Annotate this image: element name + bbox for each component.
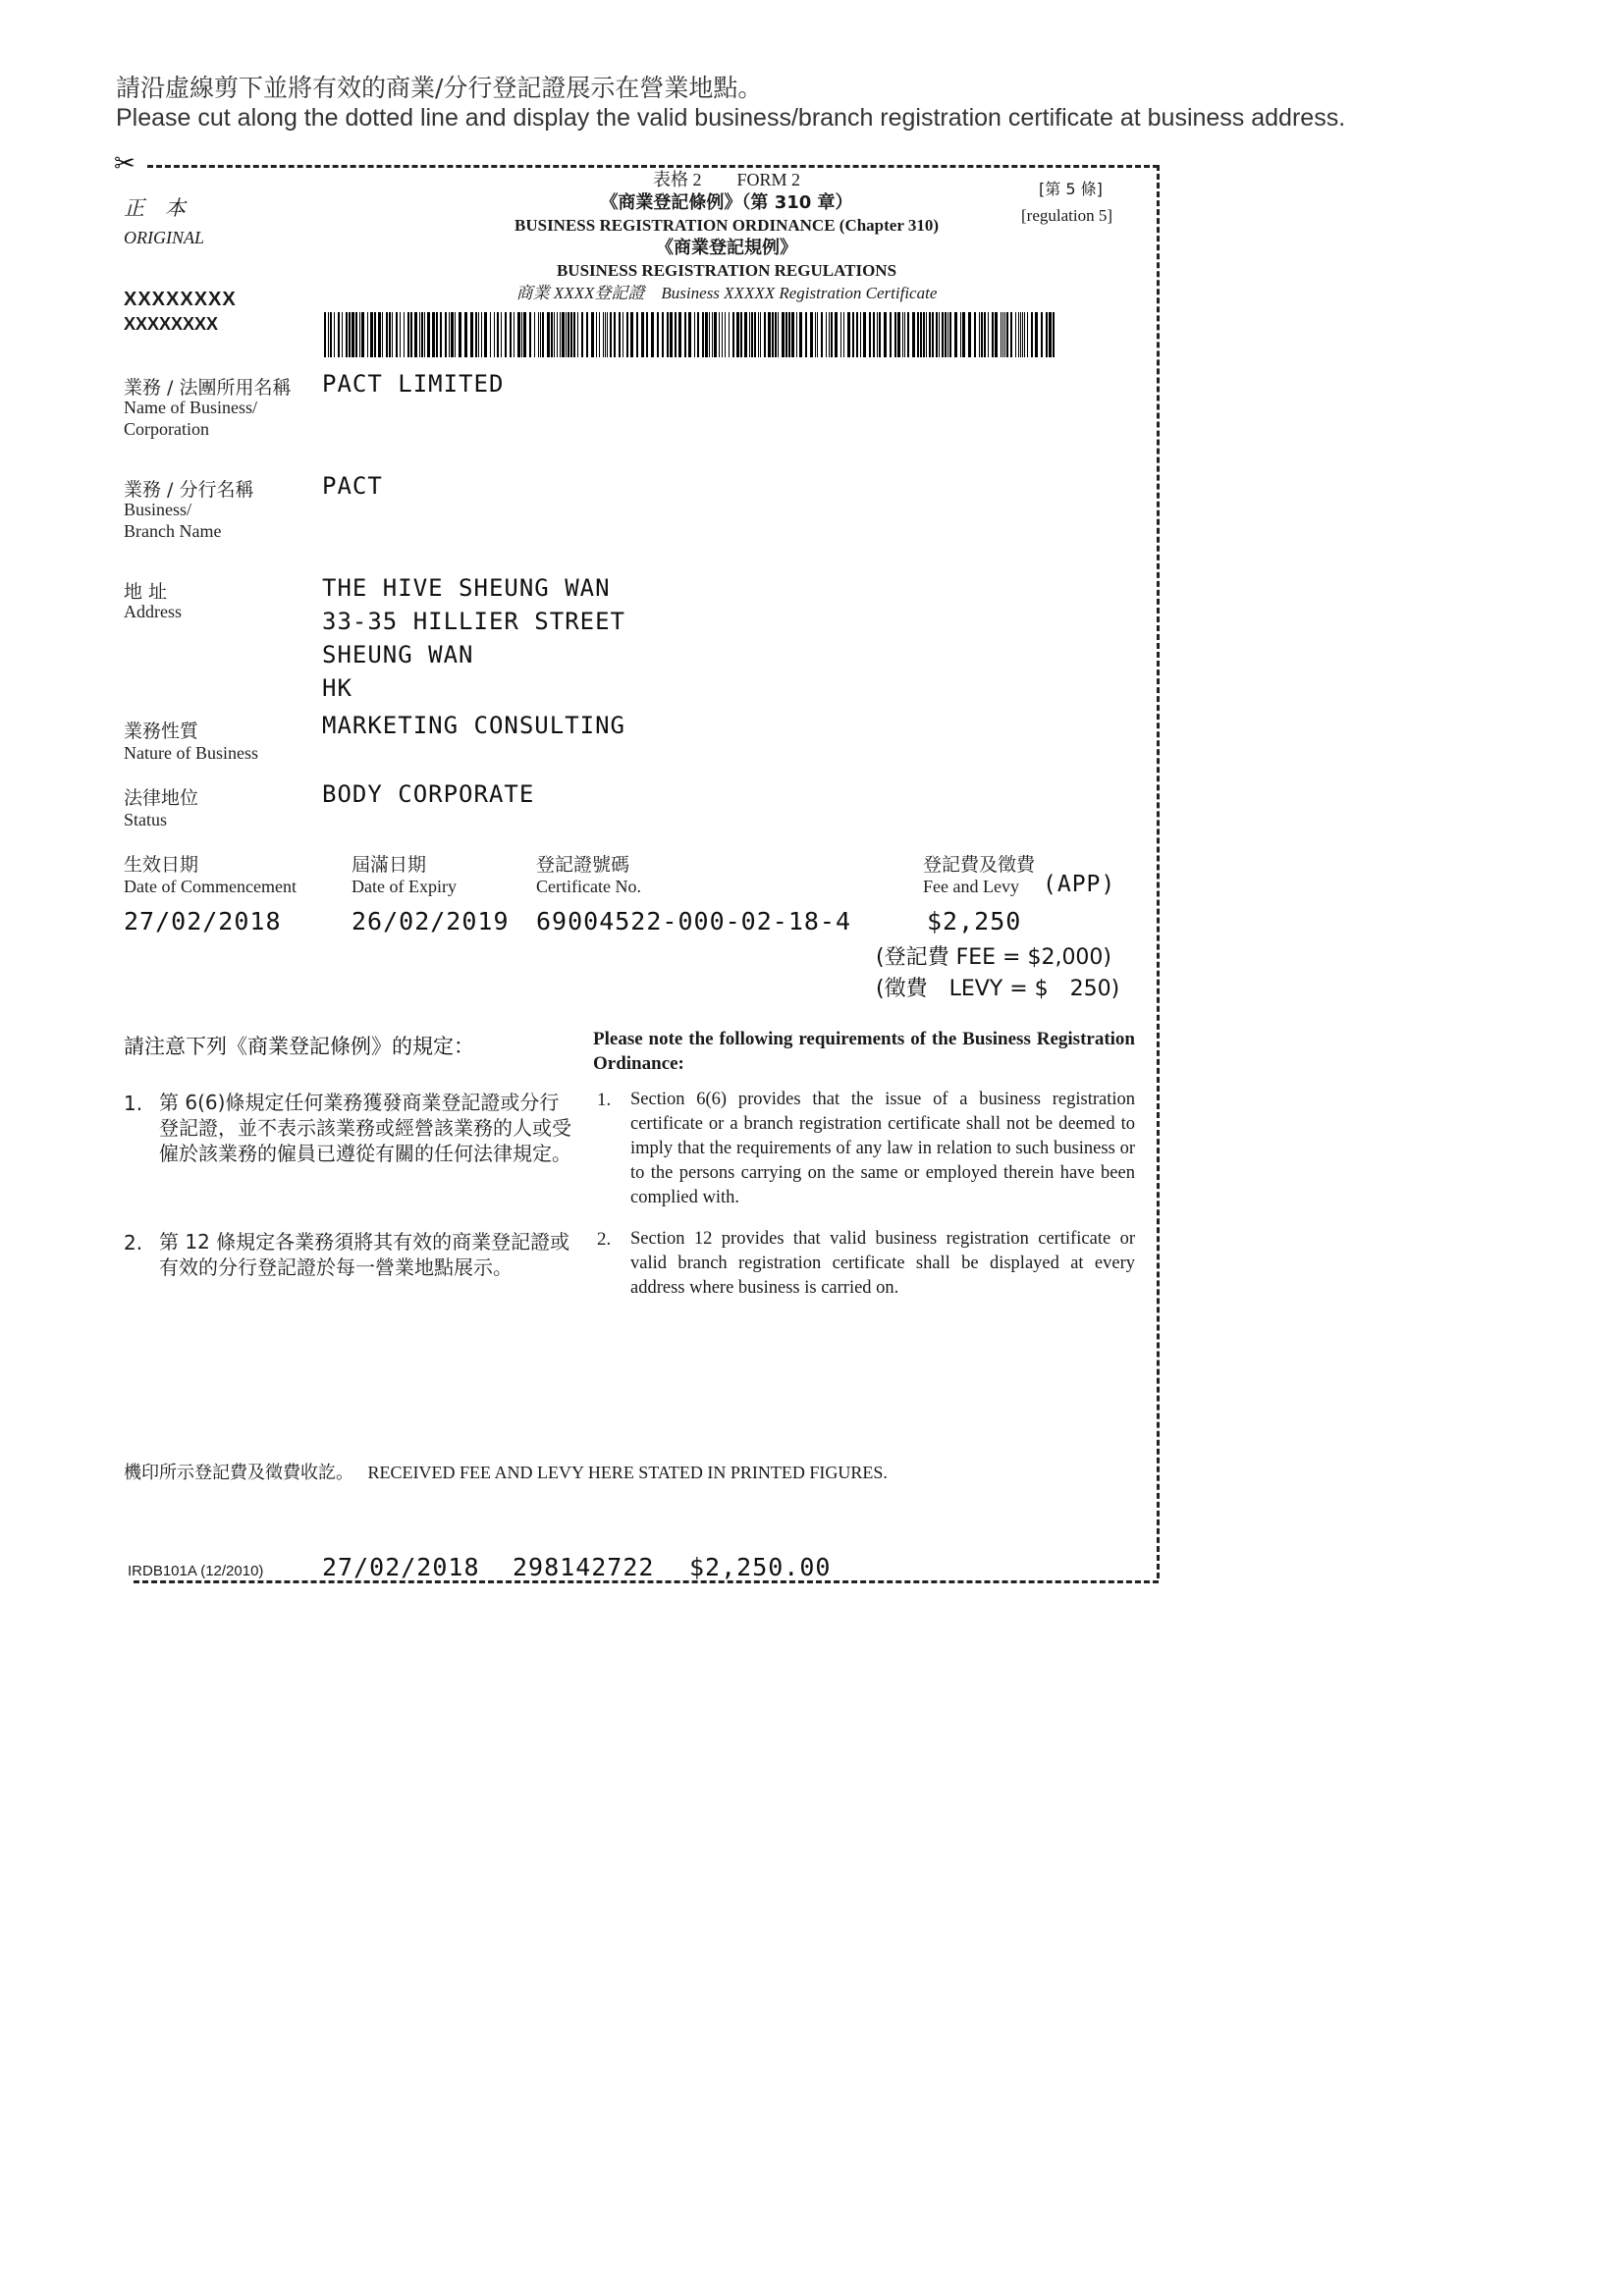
barcode-bar <box>427 312 430 357</box>
nature-label-en: Nature of Business <box>124 743 258 763</box>
barcode-bar <box>470 312 473 357</box>
barcode-bar <box>542 312 544 357</box>
expiry-label-zh: 屆滿日期 <box>352 854 427 876</box>
note-2-num-zh: 2. <box>124 1231 143 1255</box>
barcode-bar <box>979 312 980 357</box>
barcode-bar <box>400 312 401 357</box>
barcode-bar <box>451 312 454 357</box>
name-label-zh: 業務 / 法團所用名稱 <box>124 377 292 399</box>
barcode-bar <box>382 312 383 357</box>
barcode-bar <box>475 312 477 357</box>
barcode-bar <box>330 312 332 357</box>
commencement-label-en: Date of Commencement <box>124 877 297 896</box>
barcode-bar <box>754 312 756 357</box>
barcode-bar <box>359 312 360 357</box>
barcode-bar <box>1018 312 1019 357</box>
barcode-bar <box>560 312 561 357</box>
barcode-bar <box>879 312 881 357</box>
address-label-zh: 地 址 <box>124 581 168 603</box>
ordinance-en: BUSINESS REGISTRATION ORDINANCE (Chapter 310) <box>514 216 939 235</box>
barcode-bar <box>497 312 499 357</box>
barcode-bar <box>605 312 606 357</box>
receipt-text-zh: 機印所示登記費及徵費收訖。 <box>124 1463 353 1483</box>
barcode-bar <box>367 312 368 357</box>
footer-receipt-no: 298142722 <box>513 1553 655 1581</box>
barcode-bar <box>374 312 376 357</box>
barcode-bar <box>772 312 774 357</box>
barcode-bar <box>805 312 807 357</box>
barcode-bar <box>1024 312 1025 357</box>
regulations-zh: 《商業登記規例》 <box>656 238 797 258</box>
barcode-bar <box>884 312 887 357</box>
regulations-en: BUSINESS REGISTRATION REGULATIONS <box>556 261 897 280</box>
receipt-text <box>124 1459 888 1484</box>
barcode-bar <box>607 312 608 357</box>
barcode-bar <box>352 312 354 357</box>
barcode-bar <box>936 312 938 357</box>
barcode-bar <box>843 312 844 357</box>
barcode-bar <box>573 312 575 357</box>
barcode-bar <box>926 312 927 357</box>
barcode-bar <box>856 312 858 357</box>
barcode-bar <box>829 312 830 357</box>
branch-label-en: Business/ Branch Name <box>124 500 222 541</box>
barcode-bar <box>840 312 841 357</box>
expiry-label-en: Date of Expiry <box>352 877 457 896</box>
barcode-bar <box>570 312 572 357</box>
barcode-bar <box>646 312 648 357</box>
barcode-bar <box>455 312 456 357</box>
barcode-bar <box>932 312 934 357</box>
barcode-bar <box>1046 312 1048 357</box>
barcode-bar <box>725 312 726 357</box>
cut-line-right <box>1157 165 1160 1578</box>
note-1-en: Section 6(6) provides that the issue of a business registration certificate or a branch registration certificate shall not be deemed to imply that the requirements of any law in relation to such business or to the persons carrying on the same or employed therein have been complied with. <box>630 1090 1135 1207</box>
barcode-bar <box>894 312 896 357</box>
barcode-bar <box>346 312 348 357</box>
notes-heading-zh: 請注意下列《商業登記條例》的規定： <box>124 1035 474 1058</box>
barcode-bar <box>904 312 905 357</box>
barcode-bar <box>984 312 986 357</box>
name-label-en: Name of Business/ Corporation <box>124 398 257 439</box>
note-1-num-zh: 1. <box>124 1092 143 1115</box>
barcode-bar <box>947 312 948 357</box>
barcode-bar <box>410 312 412 357</box>
address-value <box>322 571 625 705</box>
barcode-bar <box>791 312 794 357</box>
form-header <box>442 169 1011 304</box>
barcode-bar <box>714 312 717 357</box>
barcode-bar <box>651 312 654 357</box>
barcode-bar <box>392 312 393 357</box>
barcode-bar <box>334 312 335 357</box>
barcode-bar <box>581 312 583 357</box>
commencement-label-zh: 生效日期 <box>124 854 199 876</box>
barcode-bar <box>481 312 482 357</box>
barcode-bar <box>817 312 818 357</box>
barcode-bar <box>577 312 578 357</box>
barcode-bar <box>974 312 976 357</box>
barcode-bar <box>1027 312 1028 357</box>
footer-form-code: IRDB101A (12/2010) <box>128 1563 264 1579</box>
regulation-ref-en: [regulation 5] <box>1021 206 1112 225</box>
barcode-bar <box>554 312 555 357</box>
barcode-bar <box>490 312 491 357</box>
certificate-label-zh: 登記證號碼 <box>536 854 630 876</box>
commencement-value: 27/02/2018 <box>124 907 282 935</box>
redacted-code-2: XXXXXXXX <box>124 314 219 334</box>
note-2-en: Section 12 provides that valid business registration certificate or valid branch registration certificate shall be displayed at every address where business is carried on. <box>630 1229 1135 1298</box>
barcode-bar <box>494 312 495 357</box>
barcode-bar <box>338 312 340 357</box>
barcode-bar <box>432 312 435 357</box>
nature-value: MARKETING CONSULTING <box>322 712 625 739</box>
certificate-value: 69004522-000-02-18-4 <box>536 907 852 935</box>
copy-zh: 正 本 <box>124 196 186 220</box>
note-1-zh: 第 6(6)條規定任何業務獲發商業登記證或分行登記證，並不表示該業務或經營該業務的人或受僱於該業務的僱員已遵從有關的任何法律規定。 <box>159 1091 571 1165</box>
barcode-bar <box>702 312 704 357</box>
barcode-bar <box>521 312 522 357</box>
regulation-ref-zh: [第 5 條] <box>1039 180 1103 198</box>
barcode-bar <box>785 312 787 357</box>
barcode-bar <box>736 312 739 357</box>
barcode-bar <box>386 312 388 357</box>
barcode-bar <box>962 312 965 357</box>
barcode-bar <box>529 312 531 357</box>
barcode-bar <box>324 312 326 357</box>
footer-date: 27/02/2018 <box>322 1553 480 1581</box>
barcode-bar <box>831 312 834 357</box>
ordinance-zh: 《商業登記條例》（第 310 章） <box>600 192 853 213</box>
barcode-bar <box>939 312 940 357</box>
barcode-bar <box>1022 312 1023 357</box>
barcode-bar <box>782 312 785 357</box>
barcode-bar <box>540 312 541 357</box>
barcode-bar <box>407 312 409 357</box>
status-value: BODY CORPORATE <box>322 780 535 808</box>
barcode-bar <box>694 312 695 357</box>
barcode-bar <box>852 312 854 357</box>
status-label-zh: 法律地位 <box>124 787 199 809</box>
barcode-bar <box>981 312 983 357</box>
barcode-bar <box>396 312 398 357</box>
barcode-bar <box>641 312 644 357</box>
barcode-bar <box>414 312 417 357</box>
copy-en: ORIGINAL <box>124 228 204 247</box>
barcode-bar <box>436 312 438 357</box>
barcode-bar <box>440 312 442 357</box>
barcode-bar <box>389 312 391 357</box>
barcode-bar <box>744 312 747 357</box>
receipt-text-en: RECEIVED FEE AND LEVY HERE STATED IN PRINTED FIGURES. <box>367 1463 888 1482</box>
barcode-bar <box>968 312 971 357</box>
footer-amount: $2,250.00 <box>689 1553 832 1581</box>
barcode-bar <box>907 312 909 357</box>
scissors-icon: ✂ <box>114 149 135 179</box>
barcode-bar <box>670 312 673 357</box>
barcode-bar <box>760 312 761 357</box>
barcode-bar <box>614 312 616 357</box>
barcode-bar <box>449 312 450 357</box>
certificate-title: 商業 XXXX登記證 Business XXXXX Registration Certificate <box>515 284 938 302</box>
barcode-bar <box>1020 312 1021 357</box>
barcode-bar <box>657 312 659 357</box>
barcode-bar <box>596 312 597 357</box>
barcode-bar <box>863 312 866 357</box>
barcode-bar <box>586 312 588 357</box>
barcode-bar <box>712 312 713 357</box>
fee-line: (登記費 FEE = $2,000) <box>876 945 1112 970</box>
barcode-bar <box>547 312 550 357</box>
barcode-bar <box>799 312 802 357</box>
barcode-bar <box>667 312 669 357</box>
barcode-bar <box>1053 312 1055 357</box>
barcode-bar <box>361 312 364 357</box>
barcode-bar <box>764 312 766 357</box>
barcode <box>324 312 1056 357</box>
branch-value: PACT <box>322 472 383 500</box>
barcode-bar <box>1002 312 1003 357</box>
barcode-bar <box>942 312 944 357</box>
barcode-bar <box>758 312 759 357</box>
certificate-label-en: Certificate No. <box>536 877 641 896</box>
instruction-en: Please cut along the dotted line and display the valid business/branch registration certificate at business address. <box>116 104 1346 132</box>
fee-label-zh: 登記費及徵費 <box>923 854 1036 876</box>
barcode-bar <box>954 312 957 357</box>
barcode-bar <box>912 312 915 357</box>
barcode-bar <box>902 312 903 357</box>
barcode-bar <box>722 312 723 357</box>
barcode-bar <box>768 312 771 357</box>
barcode-bar <box>920 312 922 357</box>
barcode-bar <box>890 312 892 357</box>
barcode-bar <box>626 312 628 357</box>
note-1-num-en: 1. <box>597 1090 612 1110</box>
barcode-bar <box>877 312 878 357</box>
instruction-zh: 請沿虛線剪下並將有效的商業/分行登記證展示在營業地點。 <box>116 74 763 102</box>
barcode-bar <box>709 312 710 357</box>
expiry-value: 26/02/2019 <box>352 907 510 935</box>
barcode-bar <box>810 312 813 357</box>
barcode-bar <box>705 312 708 357</box>
barcode-bar <box>328 312 329 357</box>
barcode-bar <box>847 312 850 357</box>
barcode-bar <box>873 312 875 357</box>
barcode-bar <box>424 312 425 357</box>
barcode-bar <box>501 312 502 357</box>
fee-total: $2,250 <box>927 907 1022 935</box>
barcode-bar <box>517 312 520 357</box>
barcode-bar <box>562 312 565 357</box>
barcode-bar <box>749 312 750 357</box>
barcode-bar <box>1015 312 1016 357</box>
address-line-2: 33-35 HILLIER STREET <box>322 608 625 635</box>
note-2-num-en: 2. <box>597 1229 612 1250</box>
barcode-bar <box>826 312 827 357</box>
barcode-bar <box>923 312 925 357</box>
barcode-bar <box>751 312 753 357</box>
barcode-bar <box>1035 312 1038 357</box>
barcode-bar <box>464 312 467 357</box>
barcode-bar <box>636 312 638 357</box>
form-number: 表格 2 FORM 2 <box>652 170 801 189</box>
barcode-bar <box>675 312 677 357</box>
barcode-bar <box>619 312 621 357</box>
barcode-bar <box>729 312 730 357</box>
barcode-bar <box>349 312 351 357</box>
barcode-bar <box>523 312 526 357</box>
barcode-bar <box>505 312 507 357</box>
barcode-bar <box>960 312 961 357</box>
barcode-bar <box>697 312 699 357</box>
barcode-bar <box>678 312 681 357</box>
nature-label-zh: 業務性質 <box>124 721 199 742</box>
barcode-bar <box>484 312 487 357</box>
barcode-bar <box>1049 312 1052 357</box>
barcode-bar <box>740 312 742 357</box>
barcode-bar <box>796 312 797 357</box>
barcode-bar <box>684 312 686 357</box>
barcode-bar <box>662 312 664 357</box>
notes-heading-en: Please note the following requirements of the Business Registration Ordinance: <box>593 1029 1135 1074</box>
barcode-bar <box>421 312 423 357</box>
cut-line-top <box>147 165 1159 168</box>
barcode-bar <box>917 312 919 357</box>
address-line-1: THE HIVE SHEUNG WAN <box>322 574 611 602</box>
barcode-bar <box>378 312 381 357</box>
barcode-bar <box>478 312 479 357</box>
barcode-bar <box>778 312 779 357</box>
barcode-bar <box>945 312 947 357</box>
barcode-bar <box>688 312 691 357</box>
barcode-bar <box>860 312 861 357</box>
barcode-bar <box>929 312 931 357</box>
barcode-bar <box>1004 312 1005 357</box>
barcode-bar <box>342 312 343 357</box>
barcode-bar <box>835 312 838 357</box>
note-2-zh: 第 12 條規定各業務須將其有效的商業登記證或有效的分行登記證於每一營業地點展示。 <box>159 1230 570 1279</box>
barcode-bar <box>568 312 569 357</box>
barcode-bar <box>788 312 790 357</box>
barcode-bar <box>610 312 612 357</box>
barcode-bar <box>992 312 994 357</box>
barcode-bar <box>538 312 539 357</box>
barcode-bar <box>1010 312 1012 357</box>
levy-line: (徵費 LEVY = $ 250) <box>876 977 1120 1001</box>
barcode-bar <box>510 312 512 357</box>
barcode-bar <box>988 312 989 357</box>
barcode-bar <box>1006 312 1008 357</box>
barcode-bar <box>815 312 816 357</box>
barcode-bar <box>949 312 951 357</box>
redacted-code-1: XXXXXXXX <box>124 289 237 310</box>
barcode-bar <box>719 312 720 357</box>
barcode-bar <box>459 312 461 357</box>
barcode-bar <box>534 312 535 357</box>
barcode-bar <box>557 312 558 357</box>
fee-app: (APP) <box>1043 872 1116 897</box>
barcode-bar <box>419 312 420 357</box>
barcode-bar <box>445 312 447 357</box>
barcode-bar <box>732 312 734 357</box>
barcode-bar <box>551 312 553 357</box>
barcode-bar <box>630 312 633 357</box>
barcode-bar <box>591 312 594 357</box>
barcode-bar <box>355 312 357 357</box>
barcode-bar <box>995 312 998 357</box>
barcode-bar <box>1031 312 1033 357</box>
barcode-bar <box>370 312 373 357</box>
status-label-en: Status <box>124 810 168 829</box>
barcode-bar <box>599 312 600 357</box>
barcode-bar <box>869 312 871 357</box>
barcode-bar <box>603 312 604 357</box>
barcode-bar <box>404 312 405 357</box>
fee-label-en: Fee and Levy <box>923 877 1019 896</box>
barcode-bar <box>566 312 567 357</box>
address-line-3: SHEUNG WAN <box>322 641 474 668</box>
address-line-4: HK <box>322 674 352 702</box>
barcode-bar <box>1041 312 1043 357</box>
barcode-bar <box>897 312 900 357</box>
name-value: PACT LIMITED <box>322 370 505 398</box>
barcode-bar <box>821 312 823 357</box>
address-label-en: Address <box>124 602 182 621</box>
barcode-bar <box>775 312 777 357</box>
branch-label-zh: 業務 / 分行名稱 <box>124 479 254 501</box>
